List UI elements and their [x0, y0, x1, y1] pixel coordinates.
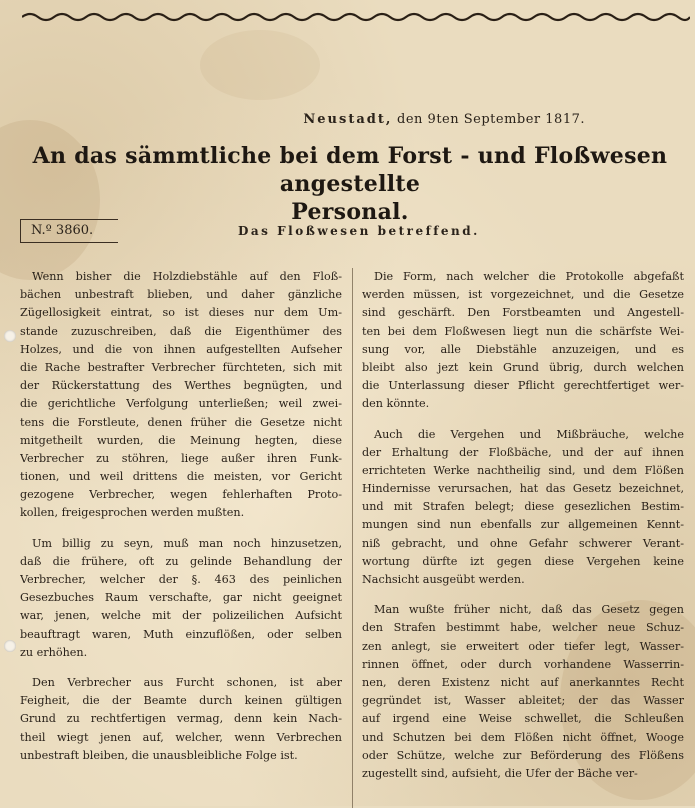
- text-line: und Schutzen bei dem Flößen nicht öffnet, Wooge: [362, 730, 684, 744]
- text-line: Nachsicht ausgeübt werden.: [362, 573, 525, 586]
- dateline: [303, 112, 585, 127]
- text-line: Wenn bisher die Holzdiebstähle auf den Floß-: [32, 270, 342, 283]
- text-line: theil wiegt jenen auf, welcher, wenn Verbrechen: [20, 730, 342, 744]
- text-line: Verbrecher, welcher der §. 463 des peinlichen: [20, 573, 342, 586]
- text-line: der Rückerstattung des Werthes begnügten, und: [20, 379, 342, 393]
- text-line: tionen, und weil drittens die meisten, vor Gericht: [20, 470, 342, 484]
- document-number: N.º 3860.: [20, 219, 118, 243]
- text-line: gezogene Verbrecher, wegen fehlerhaften Proto-: [20, 488, 342, 502]
- text-line: werden müssen, ist vorgezeichnet, und die Gesetze: [362, 288, 684, 302]
- text-line: Den Verbrecher aus Furcht schonen, ist aber: [32, 675, 342, 689]
- text-line: kollen, freigesprochen werden mußten.: [20, 506, 245, 520]
- decorative-top-rule: [22, 10, 690, 24]
- text-line: oder Schütze, welche zur Beförderung des Flößens: [362, 748, 684, 762]
- text-line: Holzes, und die von ihnen aufgestellten Aufseher: [20, 342, 342, 356]
- text-line: niß gebracht, und ohne Gefahr schwerer Verant-: [362, 536, 684, 550]
- text-line: errichteten Werke nachtheilig sind, und dem Flößen: [362, 463, 684, 477]
- binding-hole: [4, 640, 16, 652]
- right-column: [362, 268, 684, 795]
- text-line: die Unterlassung dieser Pflicht gerechtfertiget wer-: [362, 379, 684, 393]
- text-line: Um billig zu seyn, muß man noch hinzusetzen,: [32, 536, 342, 550]
- text-line: und mit Strafen belegt; diese gesezlichen Bestim-: [362, 500, 684, 514]
- paragraph: [362, 268, 684, 414]
- text-line: mungen sind nun ebenfalls zur allgemeinen Kennt-: [362, 518, 684, 532]
- paragraph: [362, 601, 684, 783]
- text-line: Die Form, nach welcher die Protokolle abgefaßt: [374, 270, 684, 283]
- binding-hole: [4, 330, 16, 342]
- paragraph: [362, 426, 684, 590]
- text-line: daß die frühere, oft zu gelinde Behandlung der: [20, 554, 342, 568]
- paragraph: [20, 674, 342, 765]
- subject-line: Das Floßwesen betreffend.: [238, 224, 480, 238]
- text-line: den könnte.: [362, 397, 430, 411]
- text-line: zu erhöhen.: [20, 645, 88, 659]
- text-line: ten bei dem Floßwesen liegt nun die schärfste Wei-: [362, 324, 684, 338]
- text-line: zugestellt sind, aufsieht, die Ufer der Bäche ver-: [362, 766, 638, 780]
- text-line: sung vor, alle Diebstähle anzuzeigen, und es: [362, 342, 684, 356]
- text-line: Verbrecher zu stöhren, liege außer ihren Funk-: [20, 451, 342, 465]
- text-line: tens die Forstleute, denen früher die Gesetze nicht: [20, 415, 342, 429]
- text-line: Auch die Vergehen und Mißbräuche, welche: [374, 427, 684, 441]
- text-line: die gerichtliche Verfolgung unterließen; weil zwei-: [20, 397, 342, 411]
- column-divider: [352, 268, 353, 808]
- paragraph: [20, 535, 342, 662]
- text-line: sind geschärft. Den Forstbeamten und Angestell-: [362, 306, 684, 320]
- text-line: Grund zu rechtfertigen vermag, denn kein Nach-: [20, 712, 342, 726]
- text-line: Zügellosigkeit eintrat, so ist dieses nur dem Um-: [20, 306, 342, 320]
- paper-stain: [200, 30, 320, 100]
- announcement-title: [20, 142, 680, 226]
- text-line: wortung dürfte izt gegen diese Vergehen keine: [362, 554, 684, 568]
- dateline-place: Neustadt,: [303, 112, 393, 127]
- text-line: nen, deren Existenz nicht auf anerkanntes Recht: [362, 675, 684, 689]
- text-line: war, jenen, welche mit der polizeilichen Aufsicht: [20, 609, 342, 623]
- dateline-date: den 9ten September 1817.: [397, 112, 585, 127]
- text-line: beauftragt waren, Muth einzuflößen, oder selben: [20, 627, 342, 641]
- paragraph: [20, 268, 342, 523]
- text-line: der Erhaltung der Floßbäche, und der auf ihnen: [362, 445, 684, 459]
- text-line: die Rache bestrafter Verbrecher fürchteten, sich mit: [20, 360, 342, 374]
- title-line-2: Personal.: [291, 199, 409, 225]
- text-line: Hindernisse verursachen, hat das Gesetz bezeichnet,: [362, 482, 684, 496]
- text-line: zen anlegt, sie erweitert oder tiefer legt, Wasser-: [362, 639, 684, 653]
- text-line: bächen unbestraft blieben, und daher gänzliche: [20, 288, 342, 302]
- text-line: Feigheit, die der Beamte durch keinen gültigen: [20, 694, 342, 708]
- text-line: Gesezbuches Raum verschafte, gar nicht geeignet: [20, 591, 342, 605]
- text-line: unbestraft bleiben, die unausbleibliche Folge ist.: [20, 748, 298, 762]
- text-line: gegründet ist, Wasser ableitet; der das Wasser: [362, 694, 684, 708]
- text-line: den Strafen bestimmt habe, welcher neue Schuz-: [362, 621, 684, 635]
- text-line: Man wußte früher nicht, daß das Gesetz gegen: [374, 603, 684, 617]
- left-column: [20, 268, 342, 777]
- text-line: auf irgend eine Weise schwellet, die Schleußen: [362, 712, 684, 726]
- text-line: stande zuzuschreiben, daß die Eigenthümer des: [20, 324, 342, 338]
- text-line: bleibt also jezt kein Grund übrig, durch welchen: [362, 360, 684, 374]
- title-line-1: An das sämmtliche bei dem Forst - und Floßwesen angestellte: [32, 143, 668, 197]
- text-line: mitgetheilt wurden, die Meinung hegten, diese: [20, 433, 342, 447]
- text-line: rinnen öffnet, oder durch vorhandene Wasserrin-: [362, 657, 684, 671]
